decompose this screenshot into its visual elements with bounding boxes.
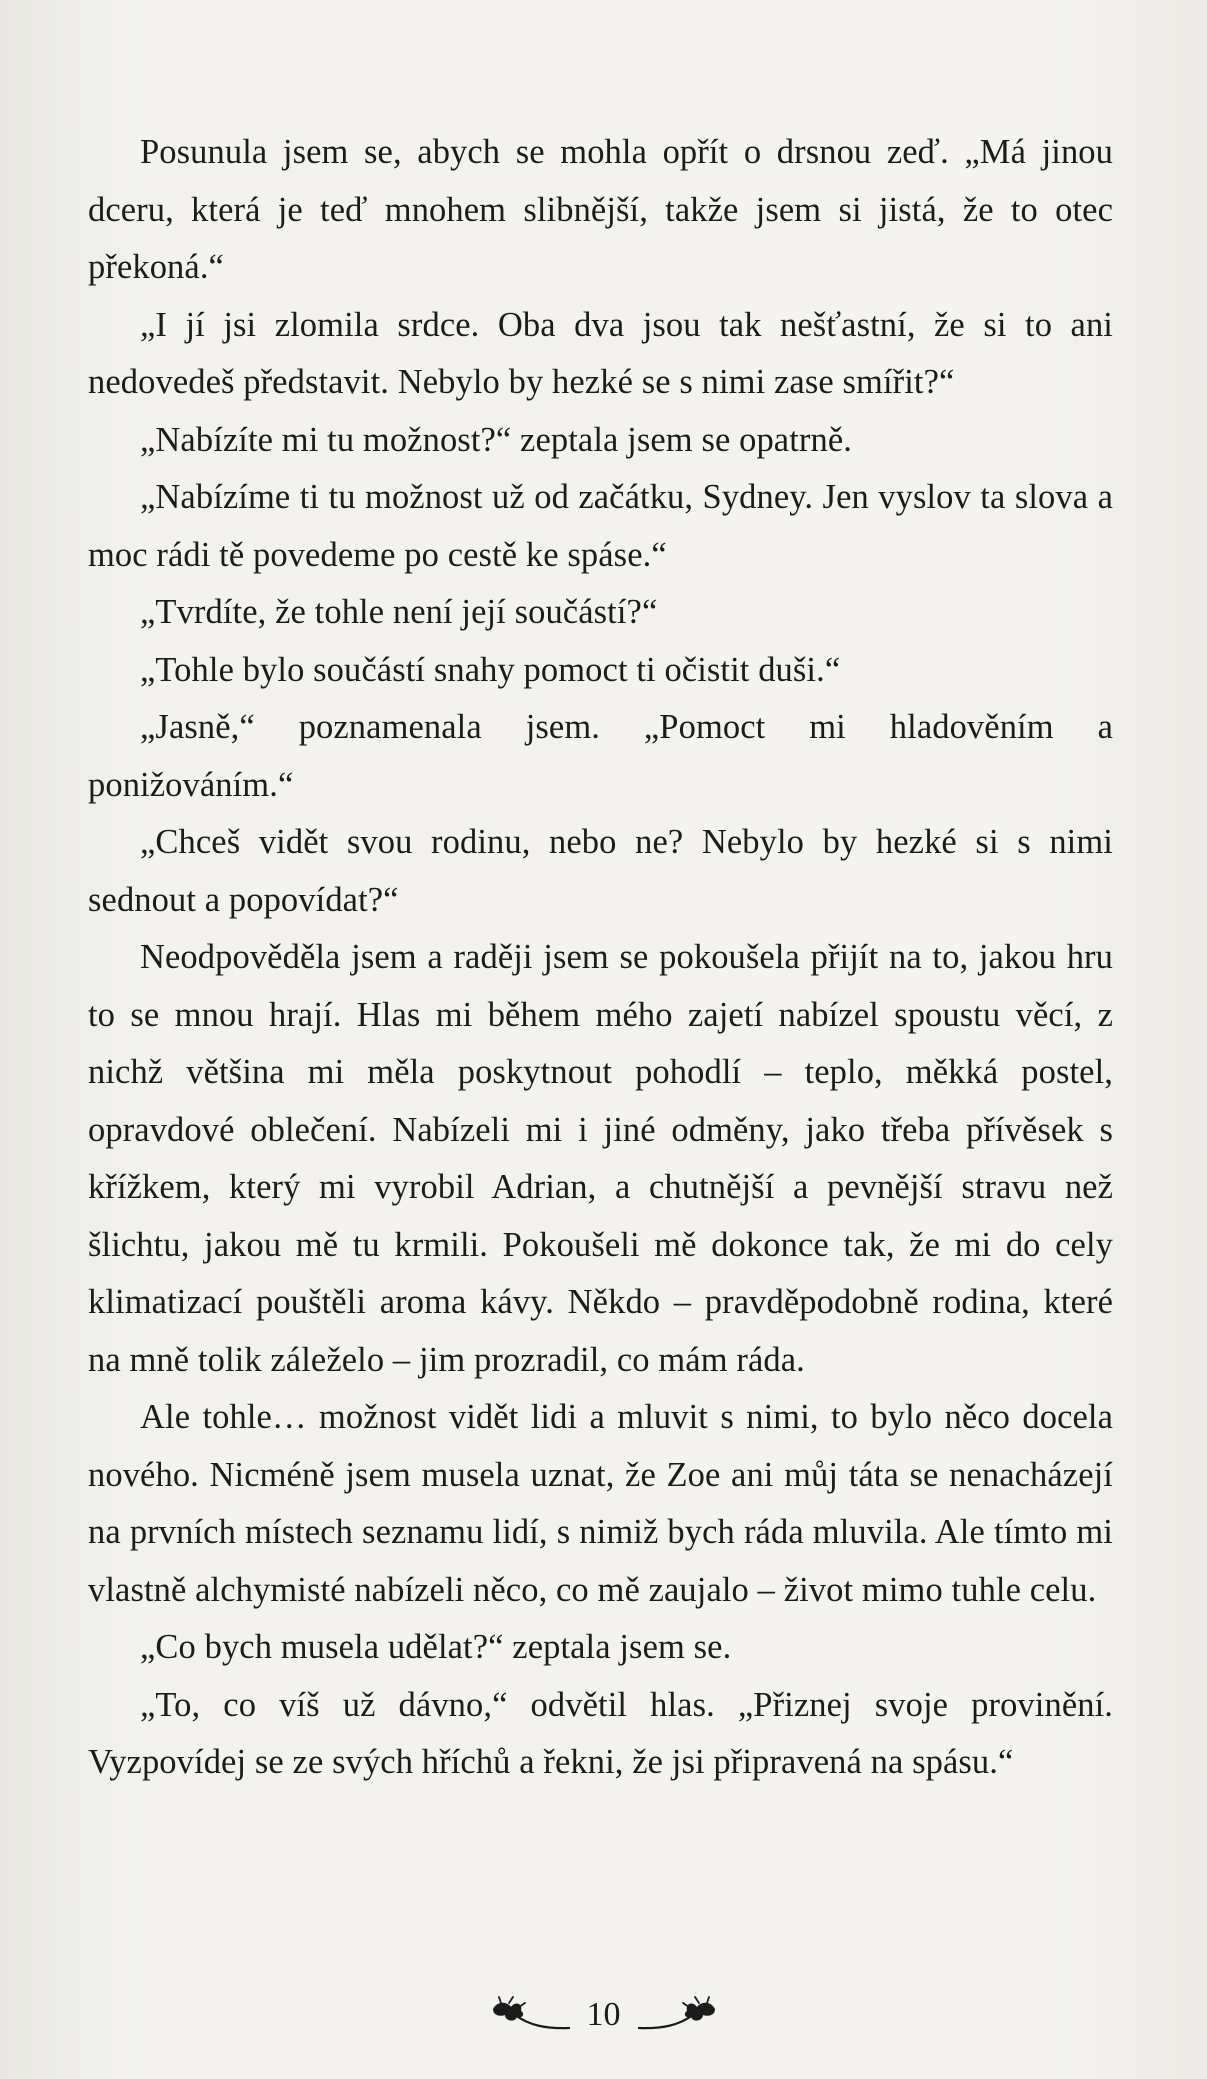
paragraph: „Tohle bylo součástí snahy pomoct ti očistit duši.“ bbox=[140, 650, 841, 689]
paragraph: Ale tohle… možnost vidět lidi a mluvit s nimi, to bylo něco docela nového. Nicméně jsem musela uznat, že Zoe ani můj táta se nenacházejí na prvních místech seznamu lidí, s nimiž bych ráda mluvila. Ale tímto mi vlastně alchymisté nabízeli něco, co mě zaujalo – život mimo tuhle celu. bbox=[88, 1398, 1113, 1609]
page-number: 10 bbox=[586, 1996, 621, 2033]
body-text bbox=[88, 124, 1113, 1792]
paragraph: „Chceš vidět svou rodinu, nebo ne? Nebylo by hezké si s nimi sednout a popovídat?“ bbox=[88, 823, 1113, 919]
paragraph: „I jí jsi zlomila srdce. Oba dva jsou tak nešťastní, že si to ani nedovedeš představit. Nebylo by hezké se s nimi zase smířit?“ bbox=[88, 305, 1113, 401]
paragraph: „Jasně,“ poznamenala jsem. „Pomoct mi hladověním a ponižováním.“ bbox=[88, 708, 1113, 804]
ornament-flourish-right-icon bbox=[635, 1995, 719, 2035]
paragraph: „To, co víš už dávno,“ odvětil hlas. „Přiznej svoje provinění. Vyzpovídej se ze svých hříchů a řekni, že jsi připravená na spásu.“ bbox=[88, 1685, 1113, 1781]
paragraph: „Nabízíte mi tu možnost?“ zeptala jsem se opatrně. bbox=[140, 420, 852, 459]
ornament-flourish-left-icon bbox=[489, 1995, 573, 2035]
page-footer bbox=[0, 1985, 1207, 2045]
paragraph: „Nabízíme ti tu možnost už od začátku, Sydney. Jen vyslov ta slova a moc rádi tě povedeme po cestě ke spáse.“ bbox=[88, 478, 1113, 574]
paragraph: Neodpověděla jsem a raději jsem se pokoušela přijít na to, jakou hru to se mnou hrají. Hlas mi během mého zajetí nabízel spoustu věcí, z nichž většina mi měla poskytnout pohodlí – teplo, měkká postel, opravdové oblečení. Nabízeli mi i jiné odměny, jako třeba přívěsek s křížkem, který mi vyrobil Adrian, a chutnější a pevnější stravu než šlichtu, jakou mě tu krmili. Pokoušeli mě dokonce tak, že mi do cely klimatizací pouštěli aroma kávy. Někdo – pravděpodobně rodina, které na mně tolik záleželo – jim prozradil, co mám ráda. bbox=[88, 938, 1113, 1379]
paragraph: Posunula jsem se, abych se mohla opřít o drsnou zeď. „Má jinou dceru, která je teď mnohem slibnější, takže jsem si jistá, že to otec překoná.“ bbox=[88, 133, 1113, 286]
paragraph: „Co bych musela udělat?“ zeptala jsem se. bbox=[140, 1628, 732, 1666]
paragraph: „Tvrdíte, že tohle není její součástí?“ bbox=[140, 593, 658, 631]
